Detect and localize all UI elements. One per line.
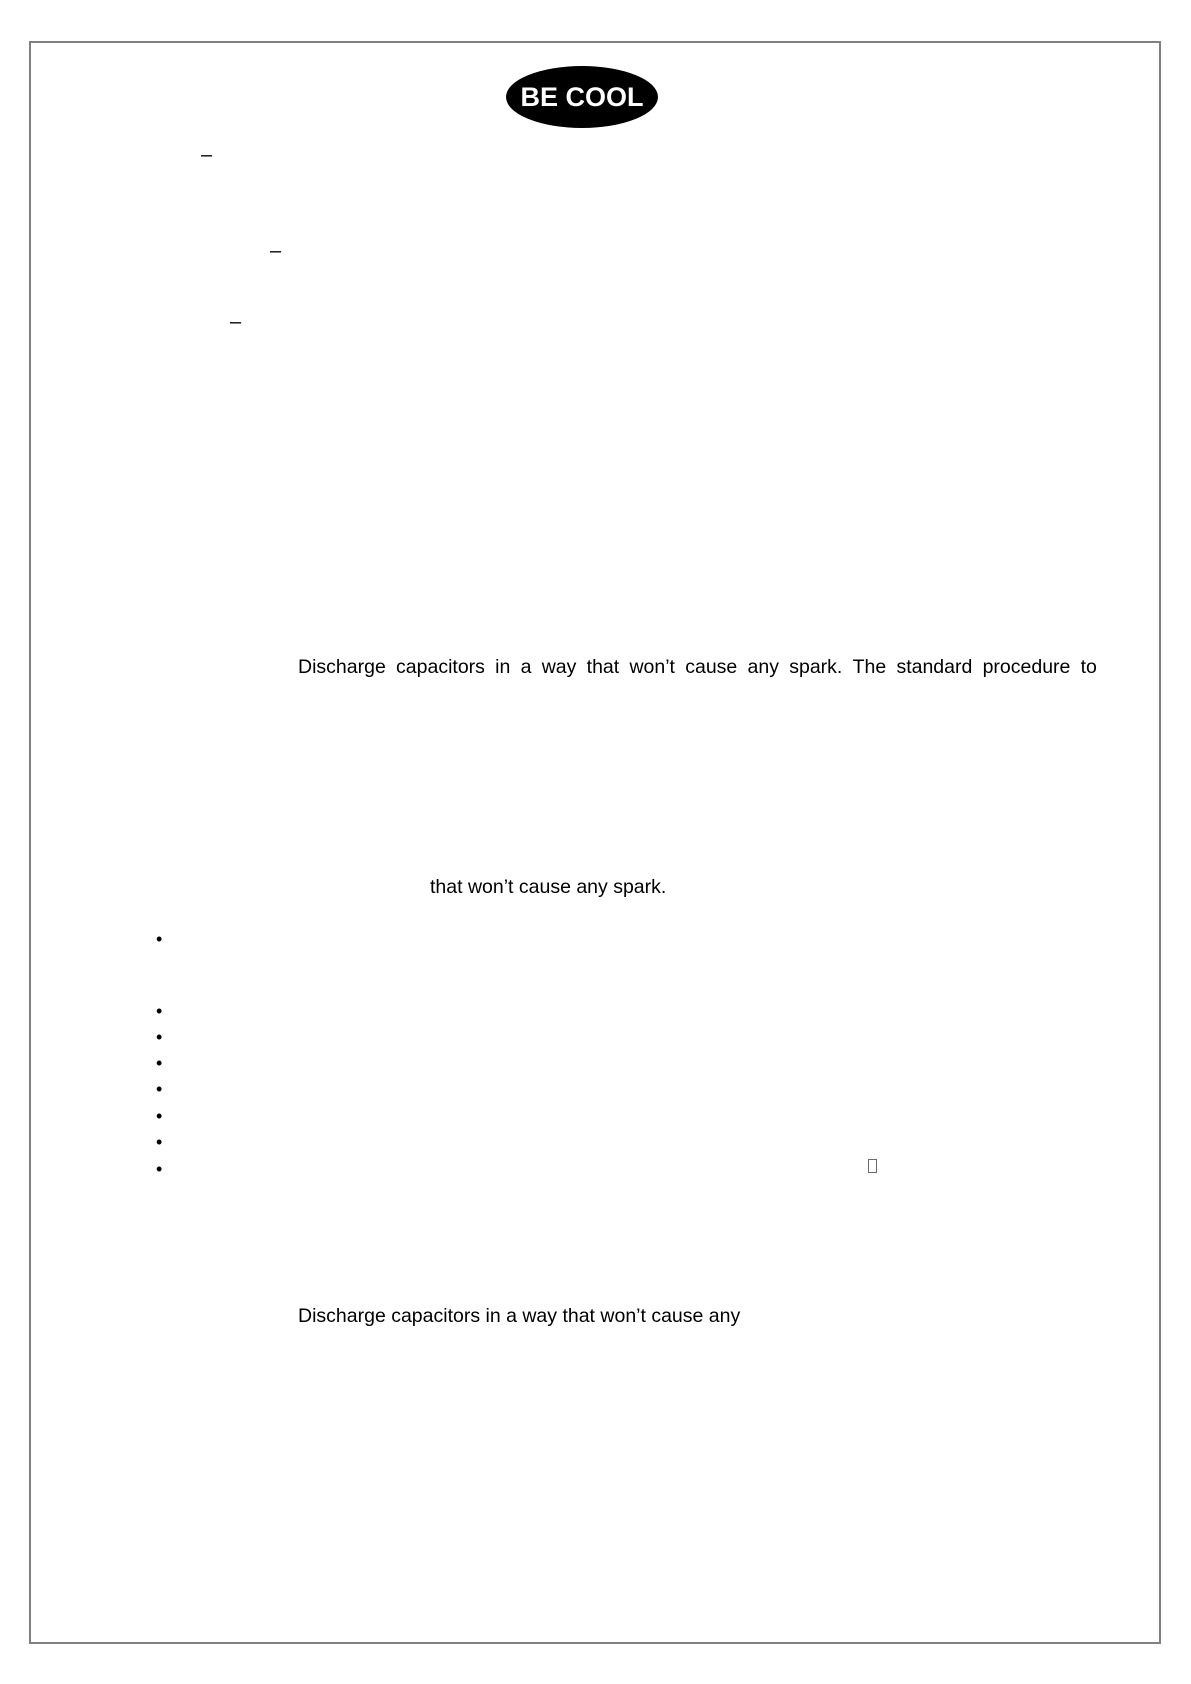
word: Discharge (298, 656, 386, 678)
logo-text: BE COOL (520, 82, 644, 112)
dash-3: – (230, 311, 242, 333)
word: The (852, 656, 887, 678)
missing-glyph-icon (868, 1159, 877, 1173)
bullet-2: • (156, 1001, 163, 1021)
logo-graphic (505, 65, 659, 129)
bullet-7: • (156, 1132, 163, 1152)
word: that (586, 656, 620, 678)
word: standard (896, 656, 973, 678)
bullet-6: • (156, 1106, 163, 1126)
bullet-3: • (156, 1027, 163, 1047)
dash-1: – (201, 144, 213, 166)
paragraph-spark-line: that won’t cause any spark. (430, 876, 667, 898)
dash-2: – (270, 240, 282, 262)
word: to (1080, 656, 1097, 678)
word: any (747, 656, 779, 678)
paragraph-discharge-line (298, 655, 1097, 679)
word: capacitors (396, 656, 485, 678)
word: way (541, 656, 577, 678)
word: in (495, 656, 511, 678)
page-border (29, 41, 1161, 1644)
word: cause (685, 656, 738, 678)
word: a (520, 656, 532, 678)
be-cool-logo (505, 65, 659, 129)
word: procedure (982, 656, 1071, 678)
bullet-1: • (156, 929, 163, 949)
paragraph-discharge-partial: Discharge capacitors in a way that won’t cause any (298, 1305, 741, 1327)
word: won’t (629, 656, 675, 678)
bullet-4: • (156, 1053, 163, 1073)
bullet-8: • (156, 1159, 163, 1179)
bullet-5: • (156, 1079, 163, 1099)
word: spark. (789, 656, 843, 678)
